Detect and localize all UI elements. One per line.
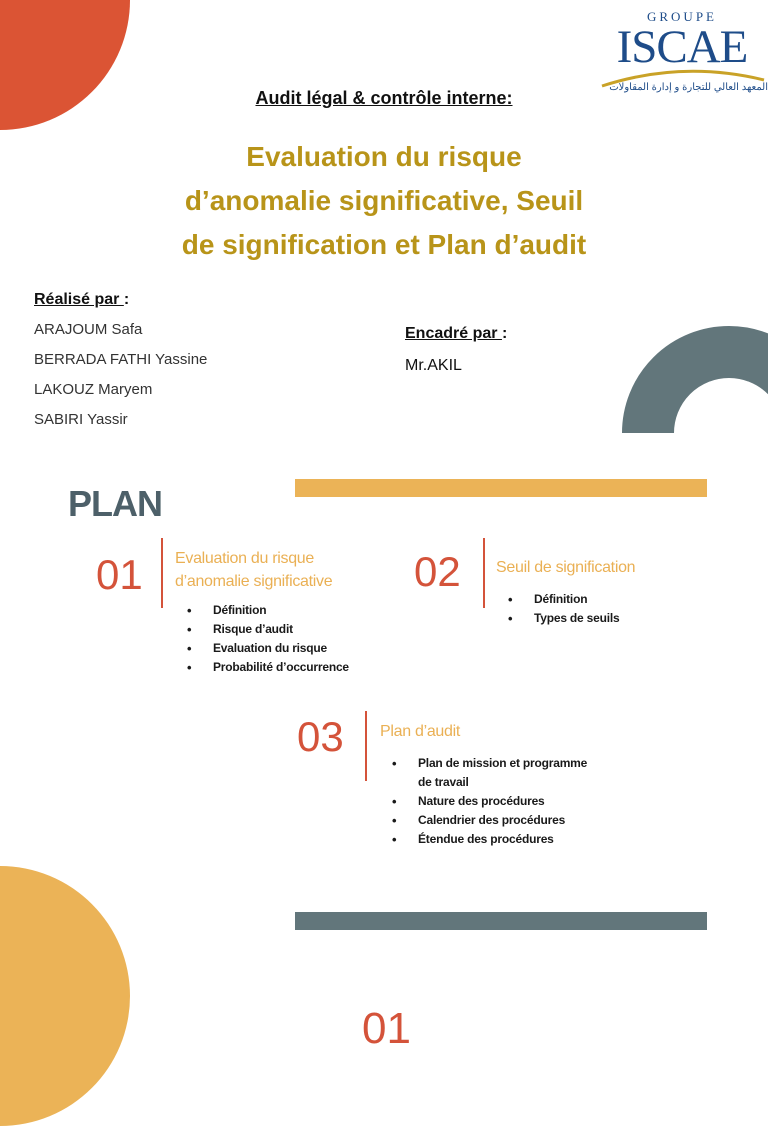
section-number: 01 — [96, 551, 143, 598]
yellow-divider-bar — [295, 479, 707, 497]
section-number: 02 — [414, 548, 461, 595]
list-item: • Probabilité d’occurrence — [185, 658, 349, 677]
logo-name-text: ISCAE — [616, 21, 748, 73]
title-line: Evaluation du risque — [246, 141, 522, 172]
list-item: • Nature des procédures — [390, 792, 600, 811]
author-name: LAKOUZ Maryem — [34, 381, 153, 398]
iscae-logo — [596, 6, 768, 98]
section-title: Seuil de signification — [496, 559, 636, 576]
list-item: • Types de seuils — [506, 609, 619, 628]
title-line: de signification et Plan d’audit — [181, 229, 587, 260]
decorative-yellow-circle — [0, 866, 130, 1126]
title-line: d’anomalie significative, Seuil — [184, 185, 584, 216]
author-name: BERRADA FATHI Yassine — [34, 351, 208, 368]
section-items — [506, 590, 619, 628]
logo-groupe-text: GROUPE — [646, 9, 717, 24]
authors-label: Réalisé par : — [34, 291, 130, 308]
slate-divider-bar — [295, 912, 707, 930]
list-item: • Evaluation du risque — [185, 639, 349, 658]
section-title: Evaluation du risque d’anomalie significative — [175, 550, 333, 590]
supervisor-name: Mr.AKIL — [405, 357, 462, 374]
list-item: • Risque d’audit — [185, 620, 349, 639]
document-title — [100, 135, 668, 267]
list-item: • Définition — [506, 590, 619, 609]
next-page-number-partial: 01 — [362, 1004, 411, 1053]
list-item: • Étendue des procédures — [390, 830, 600, 849]
section-divider-line — [365, 711, 367, 781]
author-name: ARAJOUM Safa — [34, 321, 143, 338]
list-item: • Définition — [185, 601, 349, 620]
plan-title: PLAN — [68, 483, 162, 524]
section-number: 03 — [297, 713, 344, 760]
section-title: Plan d’audit — [380, 723, 461, 740]
section-items — [390, 754, 600, 849]
section-divider-line — [483, 538, 485, 608]
course-subtitle: Audit légal & contrôle interne: — [255, 88, 513, 108]
decorative-red-circle — [0, 0, 130, 130]
list-item: • Calendrier des procédures — [390, 811, 600, 830]
supervisor-label: Encadré par : — [405, 325, 508, 342]
decorative-slate-arch — [622, 326, 768, 540]
author-name: SABIRI Yassir — [34, 411, 128, 428]
list-item: • Plan de mission et programme de travail — [390, 754, 600, 792]
section-divider-line — [161, 538, 163, 608]
logo-arabic-text: المعهد العالي للتجارة و إدارة المقاولات — [609, 82, 768, 93]
section-items — [185, 601, 349, 677]
